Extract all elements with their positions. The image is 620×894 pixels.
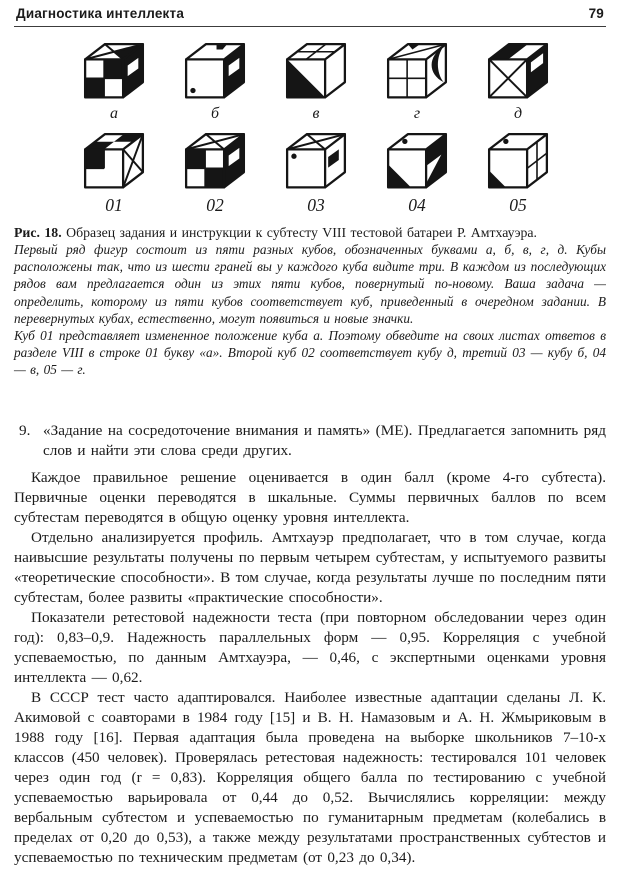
cube-label: 02 [206,195,224,215]
cube-label: г [413,105,421,122]
cube-г [379,35,455,123]
cube-label: 03 [307,195,325,215]
cube-04 [379,125,455,215]
figure-instruction-2: Куб 01 представляет измененное положение куба а. Поэтому обведите на своих листах ответов в разделе VIII в строке 01 букву «а». Второй куб 02 соответствует кубу д, третий 03 — кубу б, 04 — в, 05 — г. [14,328,606,378]
cube-icon [177,125,253,195]
cube-icon [76,35,152,105]
cube-icon [278,35,354,105]
cube-icon [480,35,556,105]
numbered-item-9 [14,421,606,461]
cube-icon [76,125,152,195]
cube-03 [278,125,354,215]
cube-figure [14,35,606,215]
running-head: Диагностика интеллекта [16,6,185,21]
cube-а [76,35,152,123]
figure-caption-label: Рис. 18. [14,225,62,240]
cube-05 [480,125,556,215]
cube-icon [278,125,354,195]
body-paragraph: Показатели ретестовой надежности теста (при повторном обследовании через один год): 0,83–0,9. Надежность параллельных форм — 0,95. Корреляция с учебной успеваемостью, по данным Амтхауэра, — 0,46, с экспертными оценками уровня интеллекта — 0,62. [14,608,606,686]
figure-caption [14,224,606,379]
body-text [14,421,606,868]
cube-icon [379,35,455,105]
cube-label: б [210,105,220,122]
cube-icon [480,125,556,195]
cube-icon [379,125,455,195]
figure-caption-title [14,224,606,241]
cube-label: д [513,105,523,122]
body-paragraph: Отдельно анализируется профиль. Амтхауэр предполагает, что в том случае, когда наивысшие результаты получены по первым четырем субтестам, у испытуемого развиты «теоретические способности». В том случае, когда результаты лучше по последним пяти субтестам, более развиты «практические способности». [14,528,606,606]
cube-01 [76,125,152,215]
cube-icon [177,35,253,105]
cube-label: а [110,105,118,122]
cube-02 [177,125,253,215]
item-text: «Задание на сосредоточение внимания и память» (ME). Предлагается запомнить ряд слов и найти эти слова среди других. [43,421,606,459]
cube-в [278,35,354,123]
page-number: 79 [588,6,604,21]
cube-row-sample-cubes [76,35,556,123]
figure-caption-text: Образец задания и инструкции к субтесту VIII тестовой батареи Р. Амтхауэра. [66,225,537,240]
figure-instruction-1: Первый ряд фигур состоит из пяти разных кубов, обозначенных буквами а, б, в, г, д. Кубы расположены так, что из шести граней вы у каждого куба видите три. В каждом из последующих рядов вам предлагается один из этих пяти кубов, повернутый по-новому. Ваша задача — определить, которому из пяти кубов соответствует куб, приведенный в очередном задании. В перевернутых кубах, естественно, могут появиться и новые значки. [14,242,606,326]
cube-row-task-cubes [76,125,556,215]
item-number: 9. [19,421,31,439]
cube-label: 05 [509,195,527,215]
page-header [14,5,606,27]
body-paragraph: Каждое правильное решение оценивается в один балл (кроме 4-го субтеста). Первичные оценки переводятся в шкальные. Суммы первичных баллов по всем субтестам переводятся в общую оценку уровня интеллекта. [14,468,606,526]
cube-label: в [312,105,320,122]
cube-label: 04 [408,195,426,215]
figure-18 [14,35,606,379]
body-paragraph: В СССР тест часто адаптировался. Наиболее известные адаптации сделаны Л. К. Акимовой с соавторами в 1984 году [15] и В. Н. Намазовым и А. Н. Жмыриковым в 1988 году [16]. Первая адаптация была проведена на выборке школьников 7–10-х классов (450 человек). Проверялась ретестовая надежность: тестировался 101 человек через один год (r = 0,83). Корреляция общего балла по тестированию с учебной успеваемостью варьировала от 0,44 до 0,52. Вычислялись корреляции: между вербальным субтестом и успеваемостью по гуманитарным предметам (колебались в пределах от 0,20 до 0,53), а также между результатами пространственных субтестов и успеваемостью по техническим предметам (от 0,23 до 0,34). [14,688,606,866]
cube-д [480,35,556,123]
cube-label: 01 [105,195,123,215]
cube-б [177,35,253,123]
